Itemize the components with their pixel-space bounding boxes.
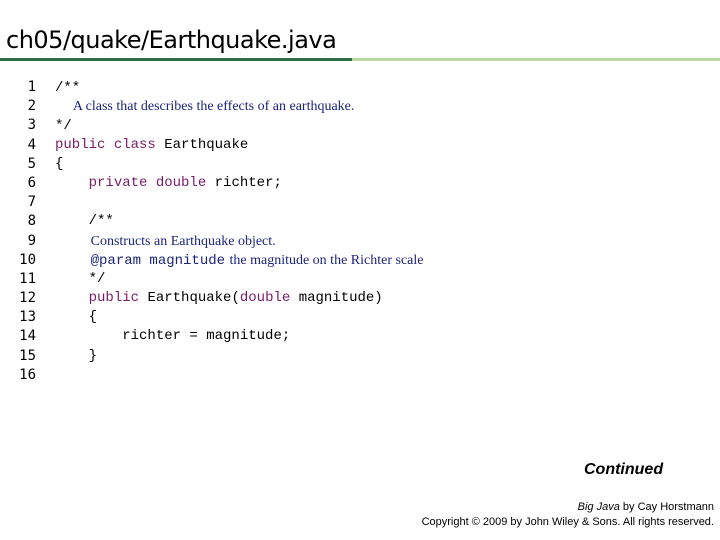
- keyword-class: class: [113, 136, 156, 153]
- open-brace: {: [55, 155, 64, 172]
- constructor-doc-text: Constructs an Earthquake object.: [90, 233, 276, 249]
- comment-close: */: [55, 118, 72, 135]
- code-line-15: [55, 347, 423, 366]
- keyword-double: double: [155, 174, 207, 191]
- code-line-7: [55, 193, 423, 212]
- close-brace: }: [88, 347, 98, 364]
- copyright-footer: [422, 500, 714, 530]
- code-line-8: [55, 212, 423, 231]
- book-author: by Cay Horstmann: [622, 501, 714, 513]
- keyword-public: public: [88, 290, 140, 307]
- class-doc-text: A class that describes the effects of an earthquake.: [72, 99, 355, 115]
- parameter-name: magnitude): [298, 290, 383, 307]
- line-number: 5: [27, 155, 36, 172]
- open-brace: {: [88, 309, 98, 326]
- line-number-gutter: [0, 78, 36, 385]
- line-number: 7: [27, 194, 36, 211]
- line-number: 3: [27, 117, 36, 134]
- code-line-14: [55, 327, 423, 346]
- code-line-10: [55, 251, 423, 270]
- code-line-9: [55, 232, 423, 251]
- page-title: ch05/quake/Earthquake.java: [6, 26, 337, 54]
- code-line-13: [55, 308, 423, 327]
- class-name: Earthquake: [164, 136, 249, 153]
- line-number: 10: [19, 251, 36, 268]
- copyright-text: Copyright © 2009 by John Wiley & Sons. All rights reserved.: [421, 516, 714, 528]
- comment-close: */: [88, 270, 106, 287]
- keyword-public: public: [55, 136, 106, 153]
- line-number: 4: [27, 136, 36, 153]
- code-listing: [55, 78, 423, 385]
- param-description: the magnitude on the Richter scale: [229, 252, 424, 268]
- code-line-12: [55, 289, 423, 308]
- title-underline-light: [352, 58, 720, 61]
- book-title: Big Java: [577, 501, 620, 513]
- code-line-5: [55, 155, 423, 174]
- code-line-11: [55, 270, 423, 289]
- line-number: 2: [27, 98, 36, 115]
- code-line-2: [55, 97, 423, 116]
- code-line-16: [55, 366, 423, 385]
- line-number: 1: [27, 79, 36, 95]
- line-number: 16: [19, 366, 36, 383]
- line-number: 13: [19, 309, 36, 326]
- line-number: 15: [19, 347, 36, 364]
- line-number: 6: [27, 174, 36, 191]
- line-number: 11: [19, 270, 36, 287]
- book-credit: [422, 500, 714, 515]
- line-number: 14: [19, 328, 36, 345]
- constructor-name: Earthquake(: [147, 290, 240, 307]
- line-number: 8: [27, 213, 36, 230]
- line-number: 9: [27, 232, 36, 249]
- line-number: 12: [19, 290, 36, 307]
- code-line-6: [55, 174, 423, 193]
- code-line-3: [55, 116, 423, 135]
- code-line-4: [55, 136, 423, 155]
- param-tag: @param magnitude: [90, 252, 226, 269]
- continued-label: Continued: [584, 461, 664, 478]
- code-line-1: [55, 78, 423, 97]
- title-underline-dark: [0, 58, 352, 61]
- field-name: richter;: [214, 174, 282, 191]
- assignment-statement: richter = magnitude;: [122, 328, 291, 345]
- keyword-private: private: [88, 174, 148, 191]
- keyword-double: double: [239, 290, 291, 307]
- comment-open: /**: [88, 213, 114, 230]
- comment-open: /**: [55, 80, 81, 96]
